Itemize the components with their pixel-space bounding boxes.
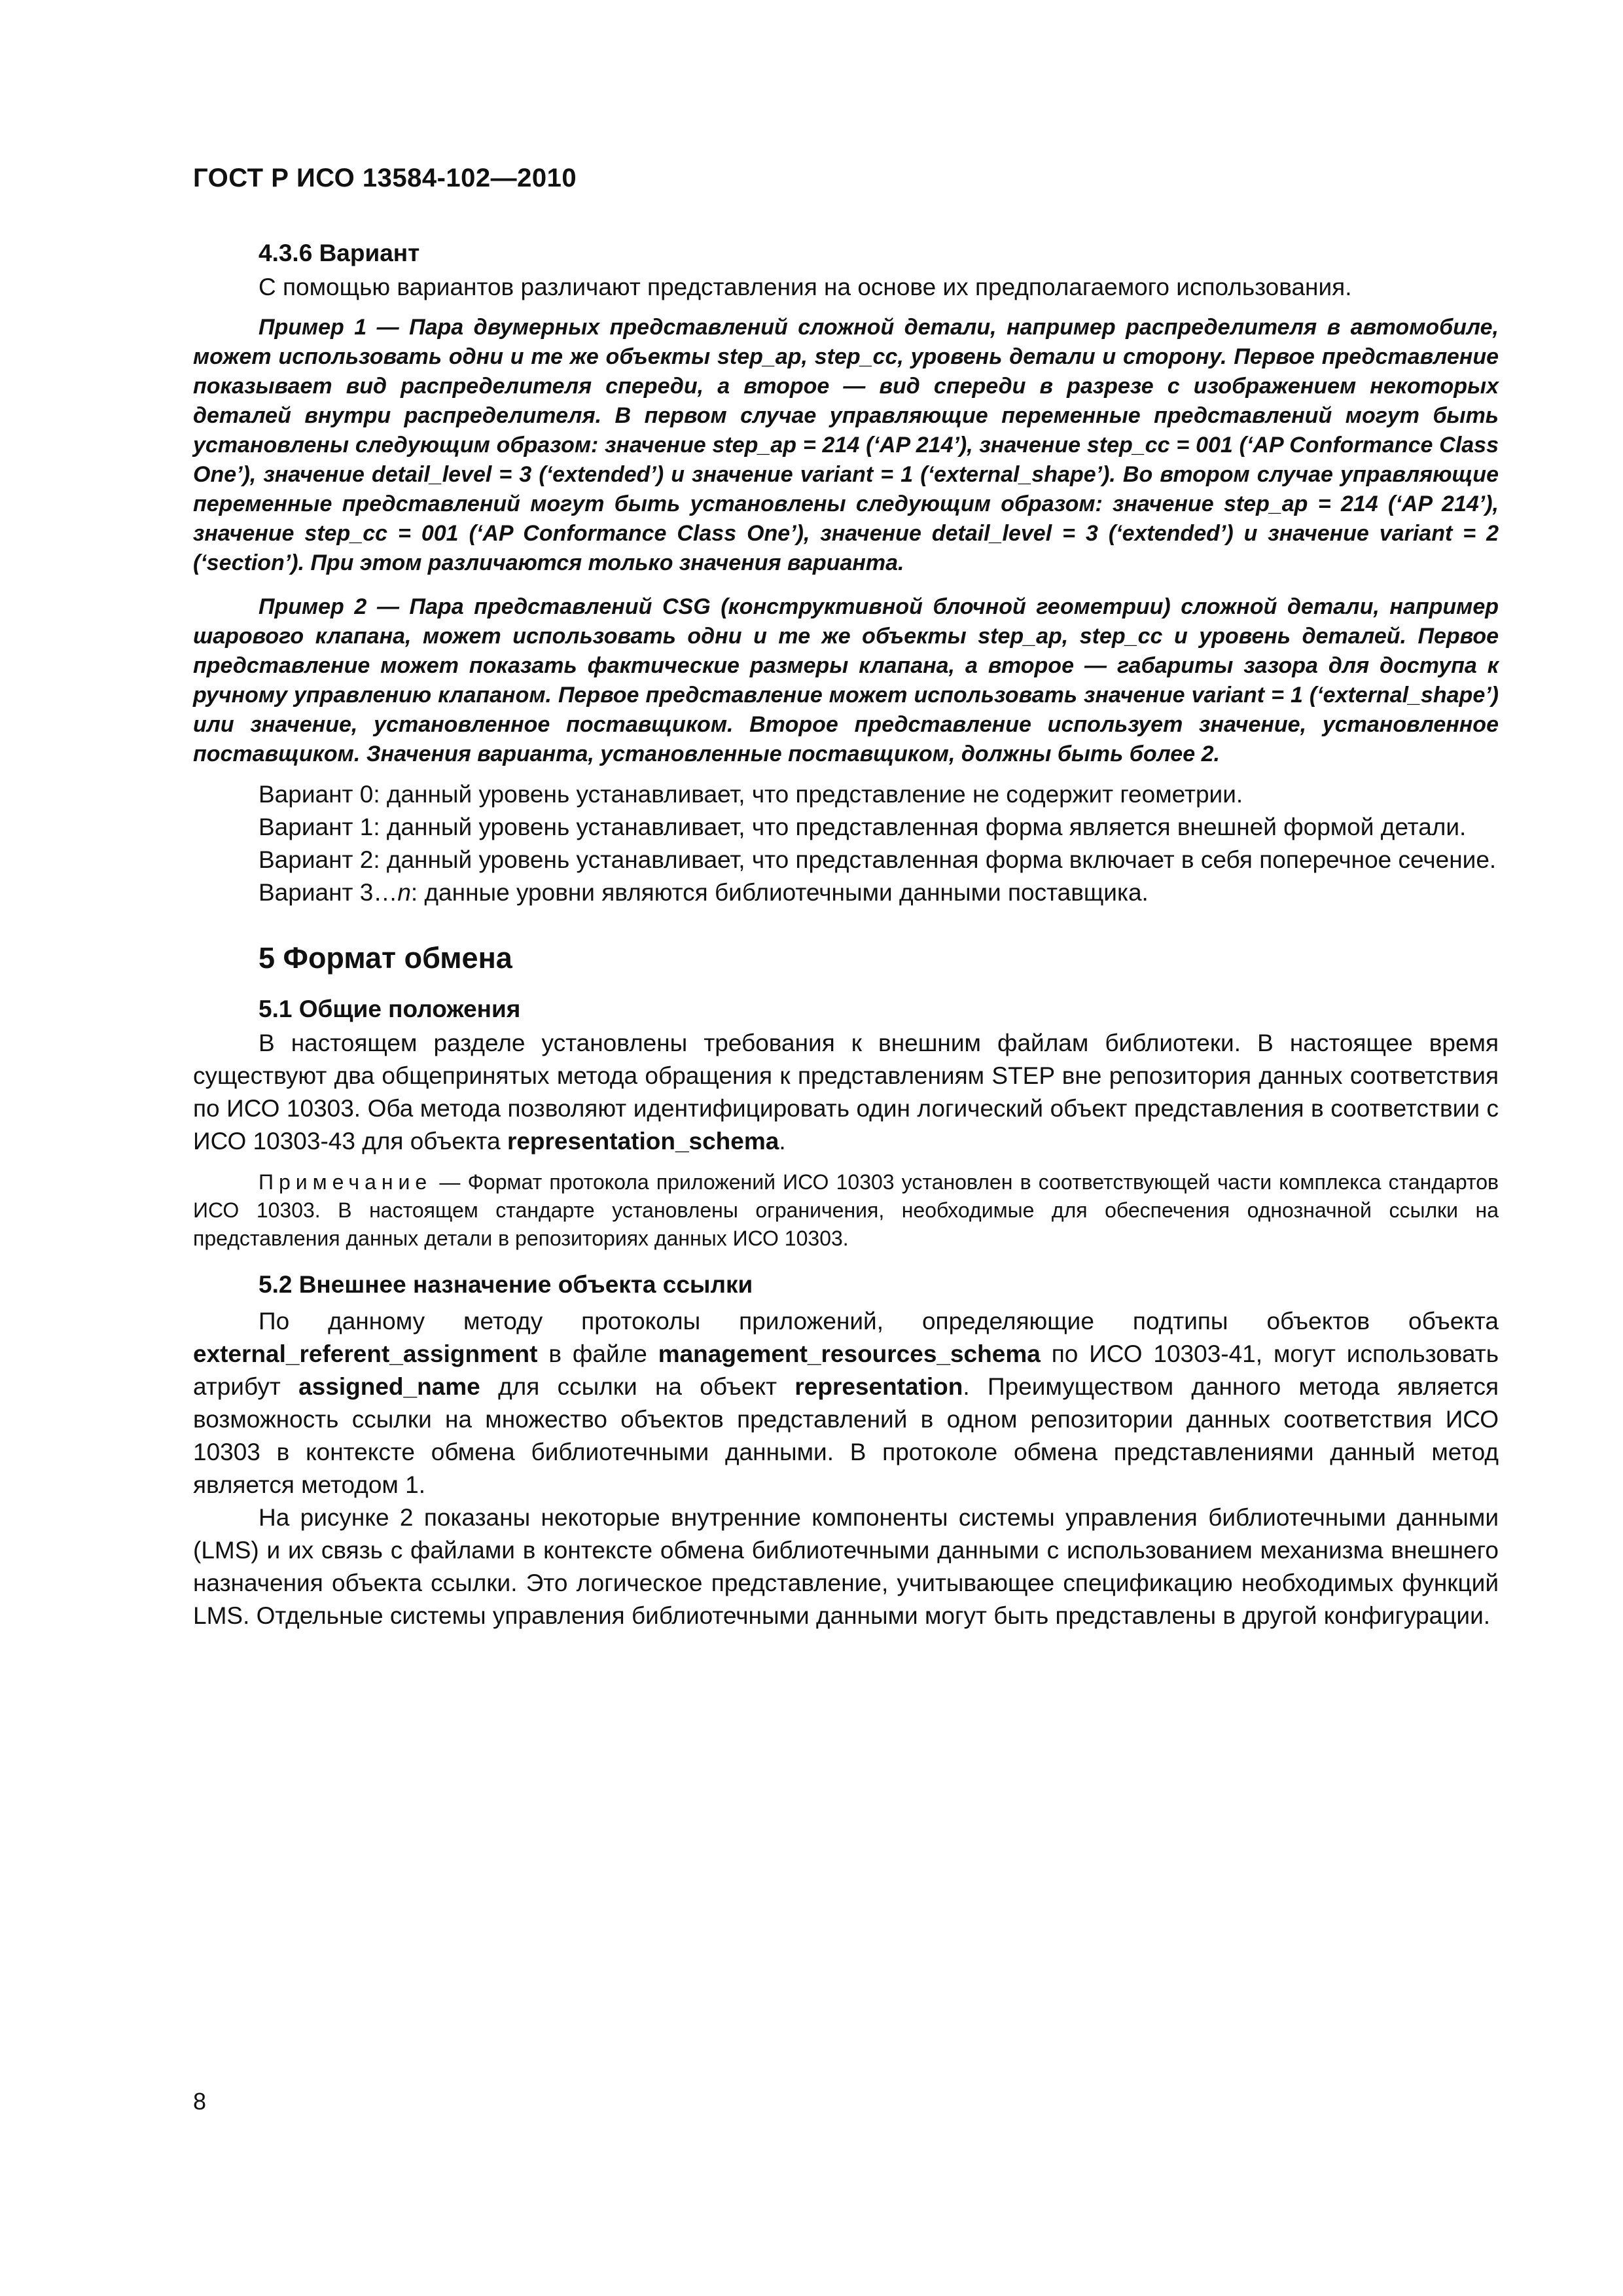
external-referent-assignment-term: external_referent_assignment [193, 1340, 538, 1367]
example-2: Пример 2 — Пара представлений CSG (конструктивной блочной геометрии) сложной детали, например шарового клапана, может использовать одни и те же объекты step_ap, step_cc и уровень деталей. Первое представление может показать фактические размеры клапана, а второе — габариты зазора для доступа к ручному управлению клапаном. Первое представление может использовать значение variant = 1 (‘external_shape’) или значение, установленное поставщиком. Второе представление использует значение, установленное поставщиком. Значения варианта, установленные поставщиком, должны быть более 2. [193, 594, 1499, 766]
section-5-heading: 5 Формат обмена [259, 941, 512, 975]
section-5-2-paragraph-1 [193, 1305, 1499, 1501]
variant-0: Вариант 0: данный уровень устанавливает, что представление не содержит геометрии. [259, 781, 1243, 808]
note-text: — Формат протокола приложений ИСО 10303 установлен в соответствующей части комплекса стандартов ИСО 10303. В настоящем стандарте установлены ограничения, необходимые для обеспечения однозначной ссылки на представления данных детали в репозиториях данных ИСО 10303. [193, 1170, 1499, 1250]
representation-schema-term: representation_schema [507, 1128, 779, 1155]
page-number: 8 [193, 2088, 207, 2115]
variant-2: Вариант 2: данный уровень устанавливает, что представленная форма включает в себя поперечное сечение. [259, 846, 1497, 873]
example-1: Пример 1 — Пара двумерных представлений сложной детали, например распределителя в автомобиле, может использовать одни и те же объекты step_ap, step_cc, уровень детали и сторону. Первое представление показывает вид распределителя спереди, а второе — вид спереди в разрезе с изображением некоторых деталей внутри распределителя. В первом случае управляющие переменные представлений могут быть установлены следующим образом: значение step_ap = 214 (‘AP 214’), значение step_cc = 001 (‘AP Conformance Class One’), значение detail_level = 3 (‘extended’) и значение variant = 1 (‘external_shape’). Во втором случае управляющие переменные представлений могут быть установлены следующим образом: значение step_ap = 214 (‘AP 214’), значение step_cc = 001 (‘AP Conformance Class One’), значение detail_level = 3 (‘extended’) и значение variant = 2 (‘section’). При этом различаются только значения варианта. [193, 315, 1499, 575]
section-5-2-paragraph-2: На рисунке 2 показаны некоторые внутренние компоненты системы управления библиотечными данными (LMS) и их связь с файлами в контексте обмена библиотечными данными с использованием механизма внешнего назначения объекта ссылки. Это логическое представление, учитывающее спецификацию необходимых функций LMS. Отдельные системы управления библиотечными данными могут быть представлены в другой конфигурации. [193, 1504, 1499, 1629]
section-5-1-text-main: В настоящем разделе установлены требования к внешним файлам библиотеки. В настоящее время существуют два общепринятых метода обращения к представлениям STEP вне репозитория данных соответствия по ИСО 10303. Оба метода позволяют идентифицировать один логический объект представления в соответствии с ИСО 10303-43 для объекта [193, 1030, 1499, 1155]
variant-3 [193, 876, 1499, 909]
note-label: Примечание [259, 1170, 433, 1194]
section-5-2-heading: 5.2 Внешнее назначение объекта ссылки [259, 1271, 753, 1298]
representation-term: representation [794, 1373, 963, 1400]
variant-3-n: n [397, 879, 411, 906]
s52-p1-text-3: по ИСО 10303-41, могут использовать атрибут [193, 1340, 1499, 1400]
variant-3-prefix: Вариант 3… [259, 879, 398, 906]
assigned-name-term: assigned_name [298, 1373, 480, 1400]
section-4-3-6-intro: С помощью вариантов различают представления на основе их предполагаемого использования. [259, 274, 1352, 300]
variant-1: Вариант 1: данный уровень устанавливает, что представленная форма является внешней формой детали. [259, 814, 1467, 840]
section-4-3-6-heading: 4.3.6 Вариант [259, 240, 420, 266]
note [193, 1168, 1499, 1253]
s52-p1-text-5: . Преимуществом данного метода является возможность ссылки на множество объектов представлений в одном репозитории данных соответствия ИСО 10303 в контексте обмена библиотечными данными. В протоколе обмена представлениями данный метод является методом 1. [193, 1373, 1499, 1498]
document-header: ГОСТ Р ИСО 13584-102—2010 [193, 164, 577, 192]
section-5-1-text-end: . [779, 1128, 786, 1155]
variant-3-text: : данные уровни являются библиотечными данными поставщика. [410, 879, 1149, 906]
section-5-1-heading: 5.1 Общие положения [259, 996, 521, 1022]
document-body [193, 236, 1499, 1632]
s52-p1-text-1: По данному методу протоколы приложений, определяющие подтипы объектов объекта [259, 1308, 1499, 1335]
s52-p1-text-2: в файле [537, 1340, 658, 1367]
section-5-1-text [193, 1027, 1499, 1158]
variant-list [193, 778, 1499, 909]
management-resources-schema-term: management_resources_schema [658, 1340, 1041, 1367]
s52-p1-text-4: для ссылки на объект [480, 1373, 795, 1400]
